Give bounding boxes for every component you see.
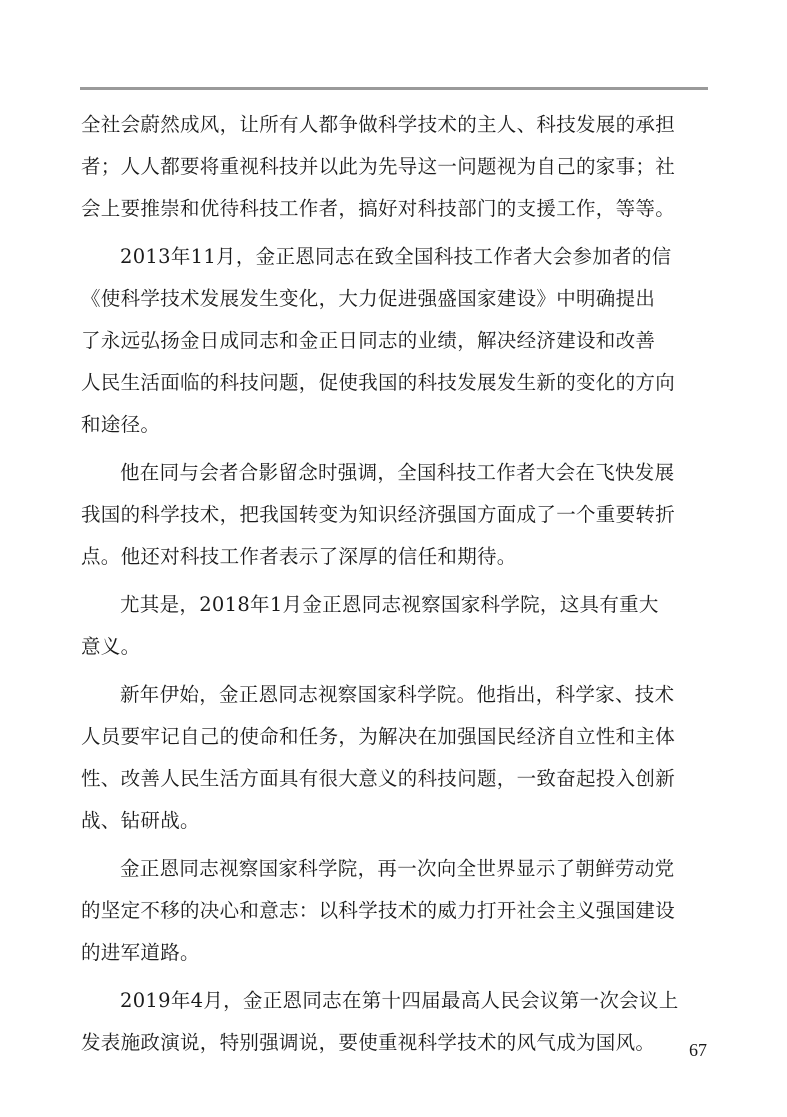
- text-line: 意义。: [81, 635, 141, 658]
- text-line: 我国的科学技术，把我国转变为知识经济强国方面成了一个重要转折: [81, 503, 676, 526]
- text-line: 发表施政演说，特别强调说，要使重视科学技术的风气成为国风。: [81, 1031, 656, 1054]
- paragraph: [81, 980, 707, 1064]
- body-text: [81, 104, 707, 1064]
- text-line: 人员要牢记自己的使命和任务，为解决在加强国民经济自立性和主体: [81, 725, 676, 748]
- text-line: 了永远弘扬金日成同志和金正日同志的业绩，解决经济建设和改善: [81, 329, 656, 352]
- paragraph: [81, 236, 707, 446]
- paragraph: [81, 452, 707, 578]
- header-rule: [80, 87, 708, 90]
- paragraph: [81, 674, 707, 842]
- text-line: 性、改善人民生活方面具有很大意义的科技问题，一致奋起投入创新: [81, 767, 676, 790]
- paragraph: [81, 104, 707, 230]
- text-line: 《使科学技术发展发生变化，大力促进强盛国家建设》中明确提出: [81, 287, 656, 310]
- text-line: 的进军道路。: [81, 941, 200, 964]
- text-line: 人民生活面临的科技问题，促使我国的科技发展发生新的变化的方向: [81, 371, 676, 394]
- text-line: 他在同与会者合影留念时强调，全国科技工作者大会在飞快发展: [120, 461, 675, 484]
- paragraph: [81, 584, 707, 668]
- text-line: 2019年4月，金正恩同志在第十四届最高人民会议第一次会议上: [120, 989, 679, 1012]
- text-line: 者；人人都要将重视科技并以此为先导这一问题视为自己的家事；社: [81, 155, 676, 178]
- text-line: 的坚定不移的决心和意志：以科学技术的威力打开社会主义强国建设: [81, 899, 676, 922]
- text-line: 会上要推崇和优待科技工作者，搞好对科技部门的支援工作，等等。: [81, 197, 676, 220]
- text-line: 点。他还对科技工作者表示了深厚的信任和期待。: [81, 545, 517, 568]
- page-number: 67: [689, 1040, 707, 1060]
- text-line: 新年伊始，金正恩同志视察国家科学院。他指出，科学家、技术: [120, 683, 675, 706]
- text-line: 战、钻研战。: [81, 809, 200, 832]
- text-line: 金正恩同志视察国家科学院，再一次向全世界显示了朝鲜劳动党: [120, 857, 675, 880]
- text-line: 尤其是，2018年1月金正恩同志视察国家科学院，这具有重大: [120, 593, 659, 616]
- paragraph: [81, 848, 707, 974]
- text-line: 2013年11月，金正恩同志在致全国科技工作者大会参加者的信: [120, 245, 672, 268]
- text-line: 全社会蔚然成风，让所有人都争做科学技术的主人、科技发展的承担: [81, 113, 676, 136]
- text-line: 和途径。: [81, 413, 161, 436]
